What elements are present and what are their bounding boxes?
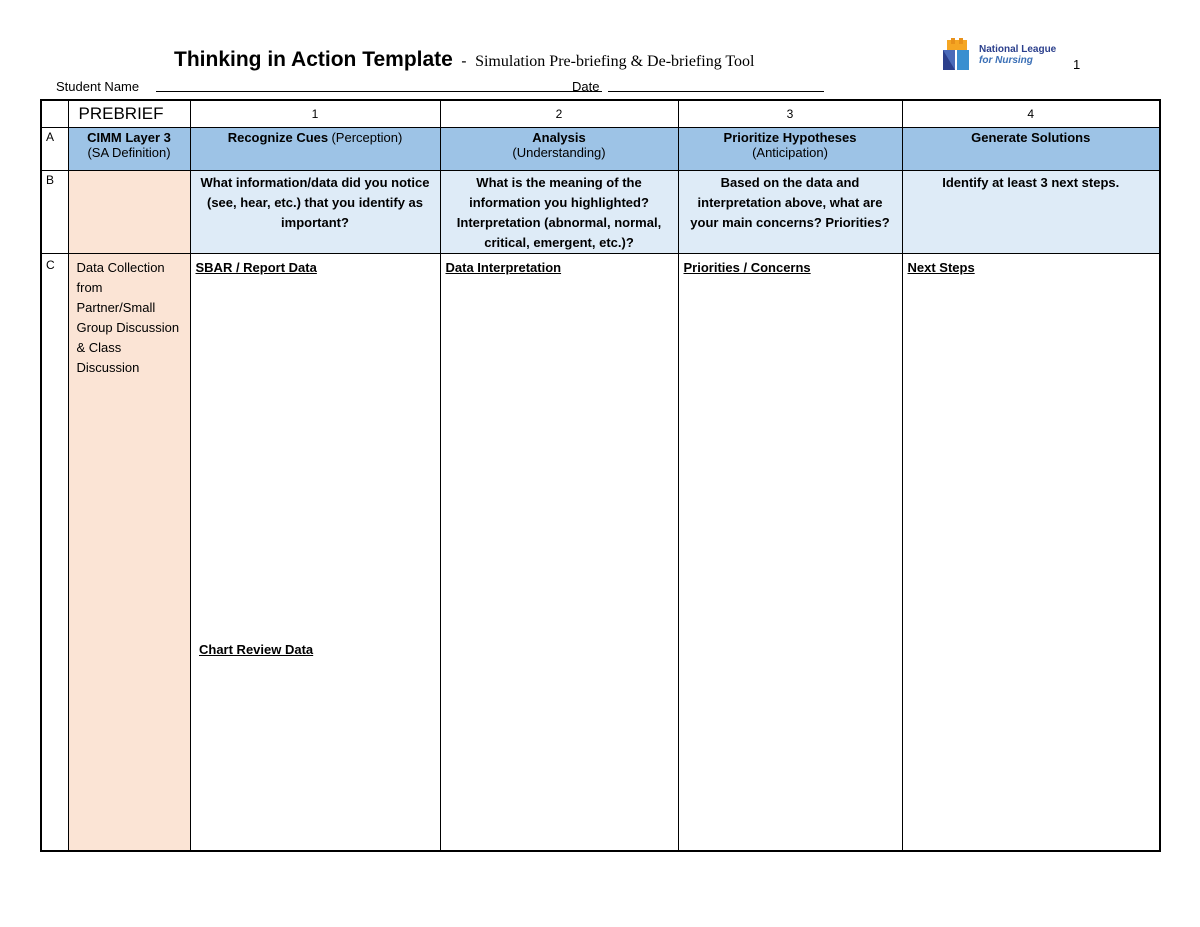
logo-text	[979, 44, 1056, 66]
priorities-concerns-cell[interactable]	[678, 254, 902, 852]
generate-title: Generate Solutions	[971, 130, 1091, 145]
row-c	[41, 254, 1160, 852]
date-label: Date	[572, 79, 600, 94]
prioritize-title: Prioritize Hypotheses	[723, 130, 857, 145]
row-b-side-cell	[68, 171, 190, 254]
sbar-report-heading: SBAR / Report Data	[195, 260, 317, 275]
title-subtitle: Simulation Pre-briefing & De-briefing Tool	[475, 53, 755, 70]
next-steps-heading: Next Steps	[907, 260, 975, 275]
prioritize-sub: (Anticipation)	[752, 145, 828, 160]
cimm-title: CIMM Layer 3	[87, 130, 171, 145]
row-letter-b: B	[41, 171, 68, 254]
generate-prompt: Identify at least 3 next steps.	[902, 171, 1160, 254]
next-steps-cell[interactable]	[902, 254, 1160, 852]
column-number-2: 2	[440, 100, 678, 128]
column-number-1: 1	[190, 100, 440, 128]
date-field[interactable]	[608, 79, 824, 92]
data-interpretation-cell[interactable]	[440, 254, 678, 852]
prebrief-label: PREBRIEF	[68, 100, 190, 128]
cimm-subtitle: (SA Definition)	[87, 145, 171, 160]
document-title	[174, 48, 755, 72]
logo-line2: for Nursing	[979, 55, 1033, 66]
analysis-sub: (Understanding)	[512, 145, 606, 160]
data-interpretation-heading: Data Interpretation	[445, 260, 562, 275]
thinking-in-action-table	[40, 99, 1161, 852]
chart-review-heading: Chart Review Data	[199, 642, 314, 657]
recognize-cues-title: Recognize Cues	[227, 130, 329, 145]
recognize-cues-header	[190, 128, 440, 171]
row-b	[41, 171, 1160, 254]
student-name-field[interactable]	[156, 79, 602, 92]
page-number: 1	[1073, 57, 1081, 72]
analysis-title: Analysis	[532, 130, 586, 145]
logo-line1: National League	[979, 44, 1057, 55]
priorities-concerns-heading: Priorities / Concerns	[683, 260, 811, 275]
header-row	[41, 100, 1160, 128]
nln-logo-icon	[939, 38, 975, 72]
recognize-cues-prompt: What information/data did you notice (see, hear, etc.) that you identify as important?	[190, 171, 440, 254]
cimm-layer-cell	[68, 128, 190, 171]
student-name-label: Student Name	[56, 79, 140, 94]
row-a	[41, 128, 1160, 171]
title-main: Thinking in Action Template	[174, 48, 453, 71]
corner-cell	[41, 100, 68, 128]
row-letter-c: C	[41, 254, 68, 852]
data-collection-label: Data Collection from Partner/Small Group Discussion & Class Discussion	[68, 254, 190, 852]
sbar-report-cell[interactable]	[190, 254, 440, 852]
prioritize-hypotheses-header	[678, 128, 902, 171]
prioritize-prompt: Based on the data and interpretation above, what are your main concerns? Priorities?	[678, 171, 902, 254]
analysis-header	[440, 128, 678, 171]
recognize-cues-sub: (Perception)	[331, 130, 403, 145]
row-letter-a: A	[41, 128, 68, 171]
nln-logo	[939, 38, 1079, 72]
analysis-prompt: What is the meaning of the information you highlighted? Interpretation (abnormal, normal, critical, emergent, etc.)?	[440, 171, 678, 254]
column-number-4: 4	[902, 100, 1160, 128]
column-number-3: 3	[678, 100, 902, 128]
generate-solutions-header	[902, 128, 1160, 171]
title-separator: -	[461, 53, 467, 70]
